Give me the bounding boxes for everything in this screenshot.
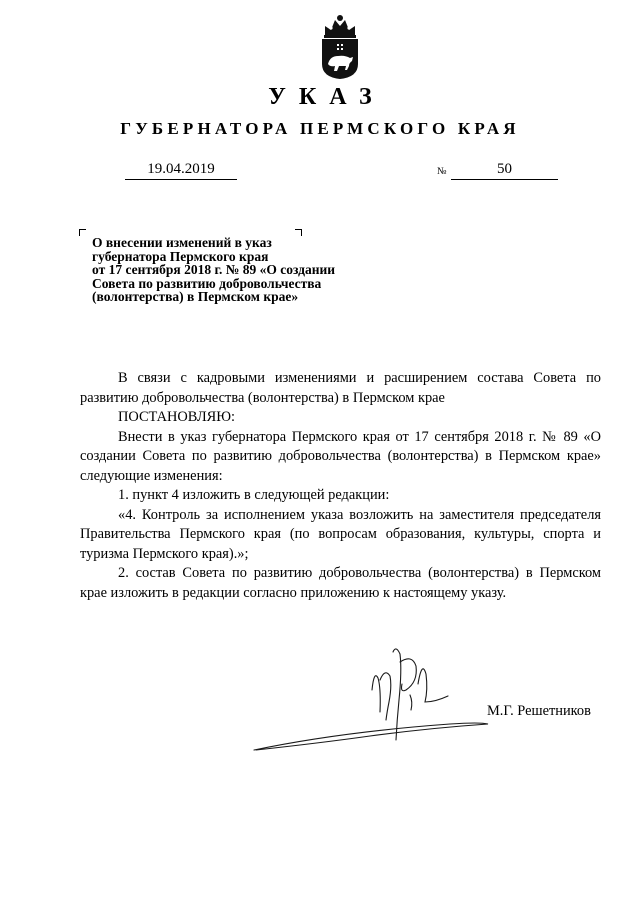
body-paragraph: Внести в указ губернатора Пермского края от 17 сентября 2018 г. № 89 «О создании Совета по развитию добровольчества (волонтерства) в Пермском крае» следующие изменения: bbox=[80, 428, 601, 484]
subject-corner-left bbox=[79, 229, 86, 236]
subject-line: Совета по развитию добровольчества bbox=[92, 275, 322, 291]
body-paragraph: 2. состав Совета по развитию добровольчества (волонтерства) в Пермском крае изложить в редакции согласно приложению к настоящему указу. bbox=[80, 565, 601, 601]
number-label: № bbox=[437, 166, 447, 177]
subject-corner-right bbox=[295, 229, 302, 236]
decree-body bbox=[80, 369, 601, 603]
signer-name: М.Г. Решетников bbox=[487, 703, 591, 719]
subject-line: губернатора Пермского края bbox=[92, 248, 269, 264]
resolution-word: ПОСТАНОВЛЯЮ: bbox=[118, 409, 236, 425]
body-paragraph: «4. Контроль за исполнением указа возложить на заместителя председателя Правительства Пермского края (по вопросам образования, культуры, спорта и туризма Пермского края).»; bbox=[80, 506, 601, 562]
subject-line: О внесении изменений в указ bbox=[92, 235, 272, 250]
decree-subtitle: ГУБЕРНАТОРА ПЕРМСКОГО КРАЯ bbox=[120, 119, 520, 138]
body-paragraph: 1. пункт 4 изложить в следующей редакции: bbox=[118, 487, 390, 503]
decree-title: УКАЗ bbox=[268, 84, 385, 110]
perm-krai-coat-of-arms-icon bbox=[319, 14, 361, 80]
decree-number: 50 bbox=[451, 160, 558, 180]
handwritten-signature bbox=[250, 640, 510, 755]
subject-line: от 17 сентября 2018 г. № 89 «О создании bbox=[92, 262, 336, 277]
decree-subject bbox=[92, 236, 392, 304]
body-paragraph: В связи с кадровыми изменениями и расширением состава Совета по развитию добровольчества (волонтерства) в Пермском крае bbox=[80, 370, 601, 406]
decree-date: 19.04.2019 bbox=[125, 160, 237, 180]
subject-line: (волонтерства) в Пермском крае» bbox=[92, 289, 299, 304]
